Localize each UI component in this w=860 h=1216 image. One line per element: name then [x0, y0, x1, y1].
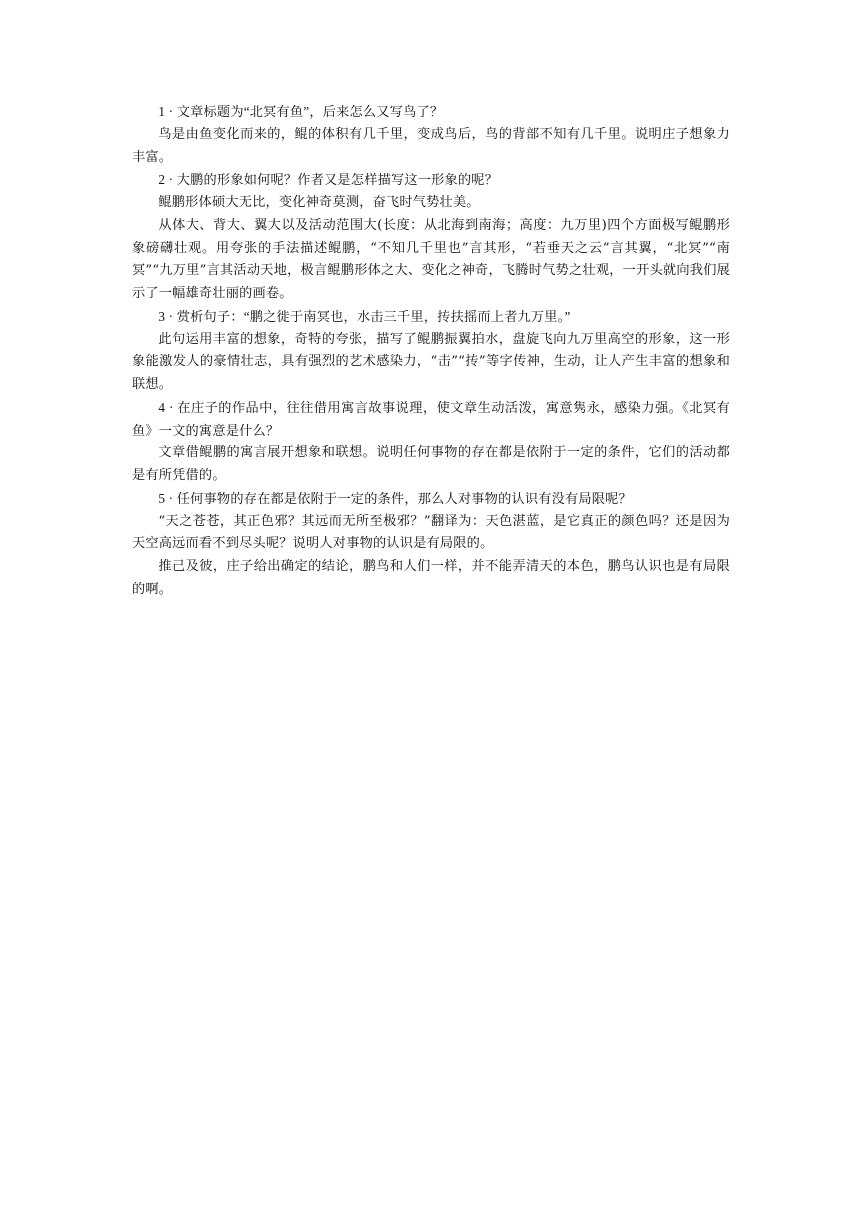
answer-1: 鸟是由鱼变化而来的，鲲的体积有几千里，变成鸟后，鸟的背部不知有几千里。说明庄子想象力丰富。: [132, 126, 730, 165]
answer-4: 文章借鲲鹏的寓言展开想象和联想。说明任何事物的存在都是依附于一定的条件，它们的活动都是有所凭借的。: [132, 445, 730, 483]
question-5: 5 · 任何事物的存在都是依附于一定的条件，那么人对事物的认识有没有局限呢？: [158, 490, 632, 506]
document-body: [132, 101, 730, 602]
question-4: 4 · 在庄子的作品中，往往借用寓言故事说理，使文章生动活泼，寓意隽永，感染力强。《北冥有鱼》一文的寓意是什么？: [132, 399, 730, 438]
question-1: 1 · 文章标题为“北冥有鱼”，后来怎么又写鸟了？: [158, 104, 444, 119]
answer-5a: “天之苍苍，其正色邪？其远而无所至极邪？”翻译为：天色湛蓝，是它真正的颜色吗？还是因为天空高远而看不到尽头呢？说明人对事物的认识是有局限的。: [132, 513, 730, 552]
answer-5b: 推己及彼，庄子给出确定的结论，鹏鸟和人们一样，并不能弄清天的本色，鹏鸟认识也是有局限的啊。: [132, 559, 730, 597]
answer-3: 此句运用丰富的想象，奇特的夸张，描写了鲲鹏振翼拍水，盘旋飞向九万里高空的形象，这一形象能激发人的豪情壮志，具有强烈的艺术感染力，“击”“抟”等字传神，生动，让人产生丰富的想象和联想。: [132, 331, 730, 392]
question-2: 2 · 大鹏的形象如何呢？作者又是怎样描写这一形象的呢？: [158, 172, 499, 188]
answer-2a: 鲲鹏形体硕大无比，变化神奇莫测，奋飞时气势壮美。: [158, 195, 480, 210]
question-3: 3 · 赏析句子：“鹏之徙于南冥也，水击三千里，抟扶摇而上者九万里。”: [158, 308, 571, 324]
answer-2b: 从体大、背大、翼大以及活动范围大(长度：从北海到南海；高度：九万里)四个方面极写鲲鹏形象磅礴壮观。用夸张的手法描述鲲鹏，“不知几千里也”言其形，“若垂天之云”言其翼，“北冥”“南冥”“九万里”言其活动天地，极言鲲鹏形体之大、变化之神奇，飞腾时气势之壮观，一开头就向我们展示了一幅雄奇壮丽的画卷。: [132, 217, 730, 301]
